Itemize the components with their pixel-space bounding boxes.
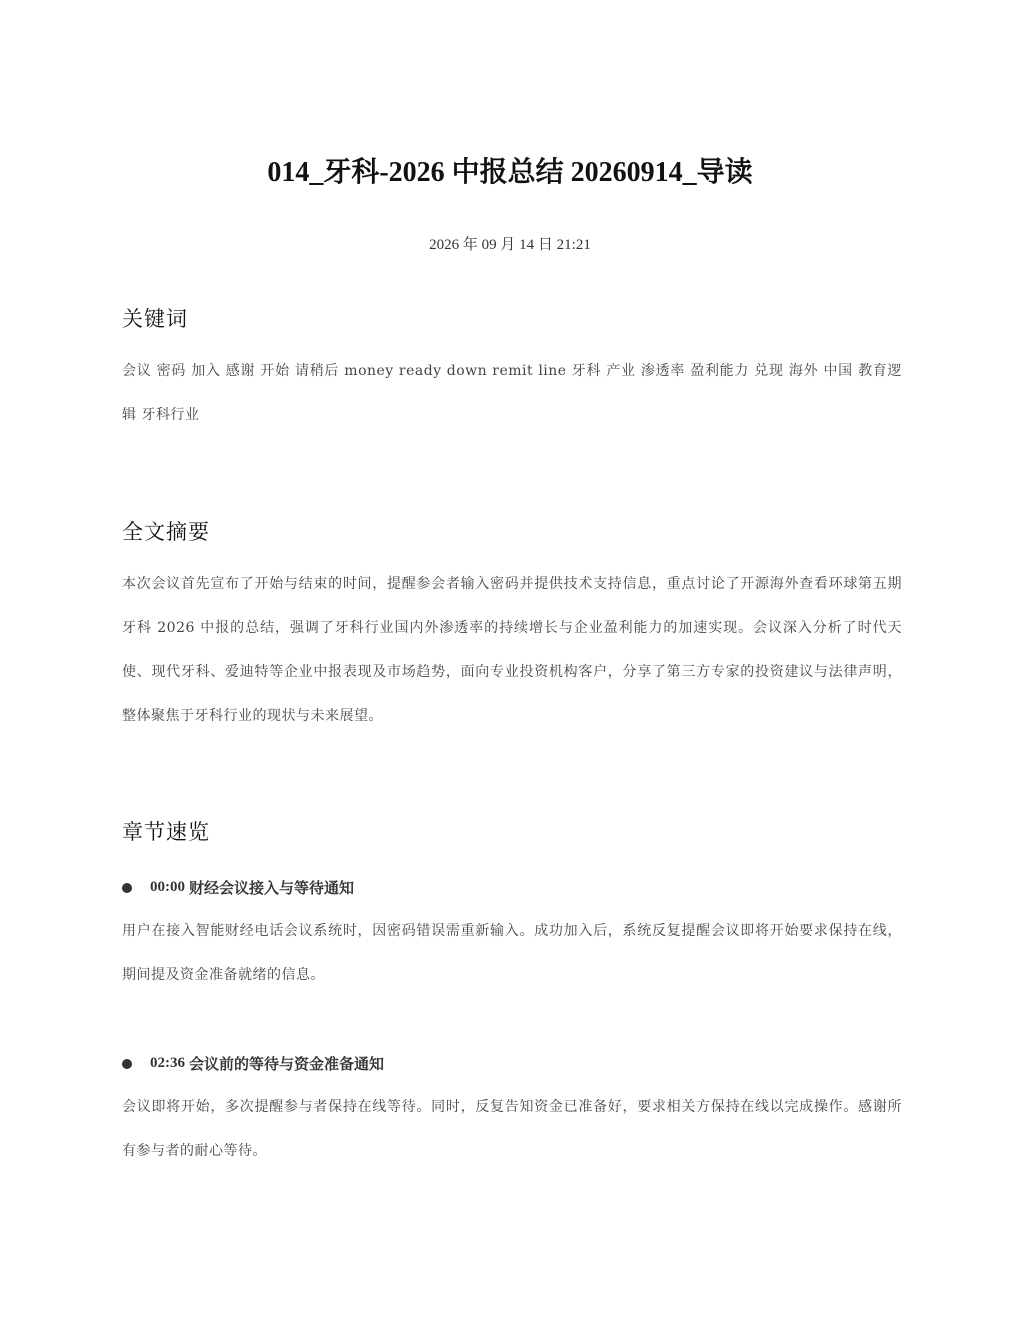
document-title: 014_牙科-2026 中报总结 20260914_导读 — [267, 157, 753, 188]
bullet-icon — [122, 1059, 132, 1069]
chapter-title: 会议前的等待与资金准备通知 — [189, 1055, 385, 1073]
chapter-title: 财经会议接入与等待通知 — [189, 879, 355, 897]
chapters-heading: 章节速览 — [122, 820, 210, 844]
chapter-item-heading — [122, 1053, 384, 1074]
keywords-text: 会议 密码 加入 感谢 开始 请稍后 money ready down remit line 牙科 产业 渗透率 盈利能力 兑现 海外 中国 教育逻辑 牙科行业 — [122, 363, 902, 423]
chapter-time: 02:36 — [150, 1055, 185, 1071]
chapter-time: 00:00 — [150, 879, 185, 895]
document-date: 2026 年 09 月 14 日 21:21 — [429, 237, 591, 253]
summary-heading: 全文摘要 — [122, 520, 210, 544]
chapter-item-heading — [122, 877, 354, 898]
summary-text: 本次会议首先宣布了开始与结束的时间，提醒参会者输入密码并提供技术支持信息，重点讨论了开源海外查看环球第五期牙科 2026 中报的总结，强调了牙科行业国内外渗透率的持续增长与企业盈利能力的加速实现。会议深入分析了时代天使、现代牙科、爱迪特等企业中报表现及市场趋势，面向专业投资机构客户，分享了第三方专家的投资建议与法律声明，整体聚焦于牙科行业的现状与未来展望。 — [122, 576, 902, 724]
keywords-heading: 关键词 — [122, 307, 188, 331]
chapter-text: 会议即将开始，多次提醒参与者保持在线等待。同时，反复告知资金已准备好，要求相关方保持在线以完成操作。感谢所有参与者的耐心等待。 — [122, 1099, 902, 1159]
chapter-text: 用户在接入智能财经电话会议系统时，因密码错误需重新输入。成功加入后，系统反复提醒会议即将开始要求保持在线，期间提及资金准备就绪的信息。 — [122, 923, 902, 983]
bullet-icon — [122, 883, 132, 893]
